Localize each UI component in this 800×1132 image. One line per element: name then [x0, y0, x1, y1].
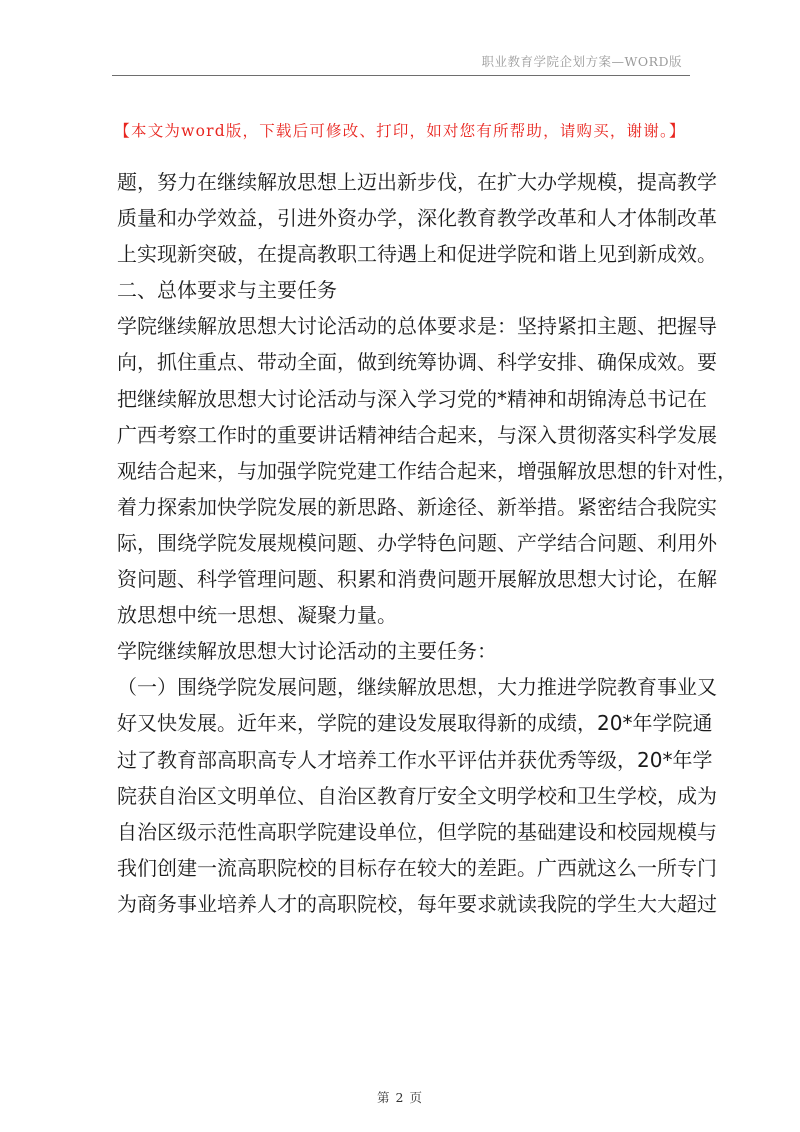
body-line: 观结合起来，与加强学院党建工作结合起来，增强解放思想的针对性， — [117, 458, 737, 483]
running-header: 职业教育学院企划方案—WORD版 — [481, 54, 682, 69]
body-line: 资问题、科学管理问题、积累和消费问题开展解放思想大讨论，在解 — [117, 567, 717, 592]
body-line: 好又快发展。近年来，学院的建设发展取得新的成绩，20*年学院通 — [117, 711, 713, 736]
download-notice: 【本文为word版，下载后可修改、打印，如对您有所帮助，请购买，谢谢。】 — [114, 122, 686, 140]
body-line: 际，围绕学院发展规模问题、办学特色问题、产学结合问题、利用外 — [117, 530, 717, 555]
body-line: （一）围绕学院发展问题，继续解放思想，大力推进学院教育事业又 — [117, 675, 717, 700]
body-line: 自治区级示范性高职学院建设单位，但学院的基础建设和校园规模与 — [117, 819, 717, 844]
section-heading: 二、总体要求与主要任务 — [117, 278, 337, 303]
body-line: 过了教育部高职高专人才培养工作水平评估并获优秀等级，20*年学 — [117, 747, 713, 772]
header-rule — [112, 75, 690, 76]
body-line: 质量和办学效益，引进外资办学，深化教育教学改革和人才体制改革 — [117, 206, 717, 231]
body-line: 向，抓住重点、带动全面，做到统筹协调、科学安排、确保成效。要 — [117, 350, 717, 375]
body-line: 学院继续解放思想大讨论活动的主要任务： — [117, 639, 497, 664]
body-line: 上实现新突破，在提高教职工待遇上和促进学院和谐上见到新成效。 — [117, 242, 717, 267]
body-line: 把继续解放思想大讨论活动与深入学习党的*精神和胡锦涛总书记在 — [117, 386, 707, 411]
document-body — [117, 164, 737, 922]
body-line: 题，努力在继续解放思想上迈出新步伐，在扩大办学规模，提高教学 — [117, 170, 717, 194]
body-line: 着力探索加快学院发展的新思路、新途径、新举措。紧密结合我院实 — [117, 494, 717, 519]
body-line: 为商务事业培养人才的高职院校，每年要求就读我院的学生大大超过 — [117, 891, 717, 916]
body-line: 院获自治区文明单位、自治区教育厅安全文明学校和卫生学校，成为 — [117, 783, 717, 808]
body-line: 广西考察工作时的重要讲话精神结合起来，与深入贯彻落实科学发展 — [117, 422, 717, 447]
page-number: 第 2 页 — [377, 1090, 423, 1105]
body-line: 放思想中统一思想、凝聚力量。 — [117, 603, 397, 628]
body-line: 学院继续解放思想大讨论活动的总体要求是：坚持紧扣主题、把握导 — [117, 314, 717, 339]
body-line: 我们创建一流高职院校的目标存在较大的差距。广西就这么一所专门 — [117, 855, 717, 880]
